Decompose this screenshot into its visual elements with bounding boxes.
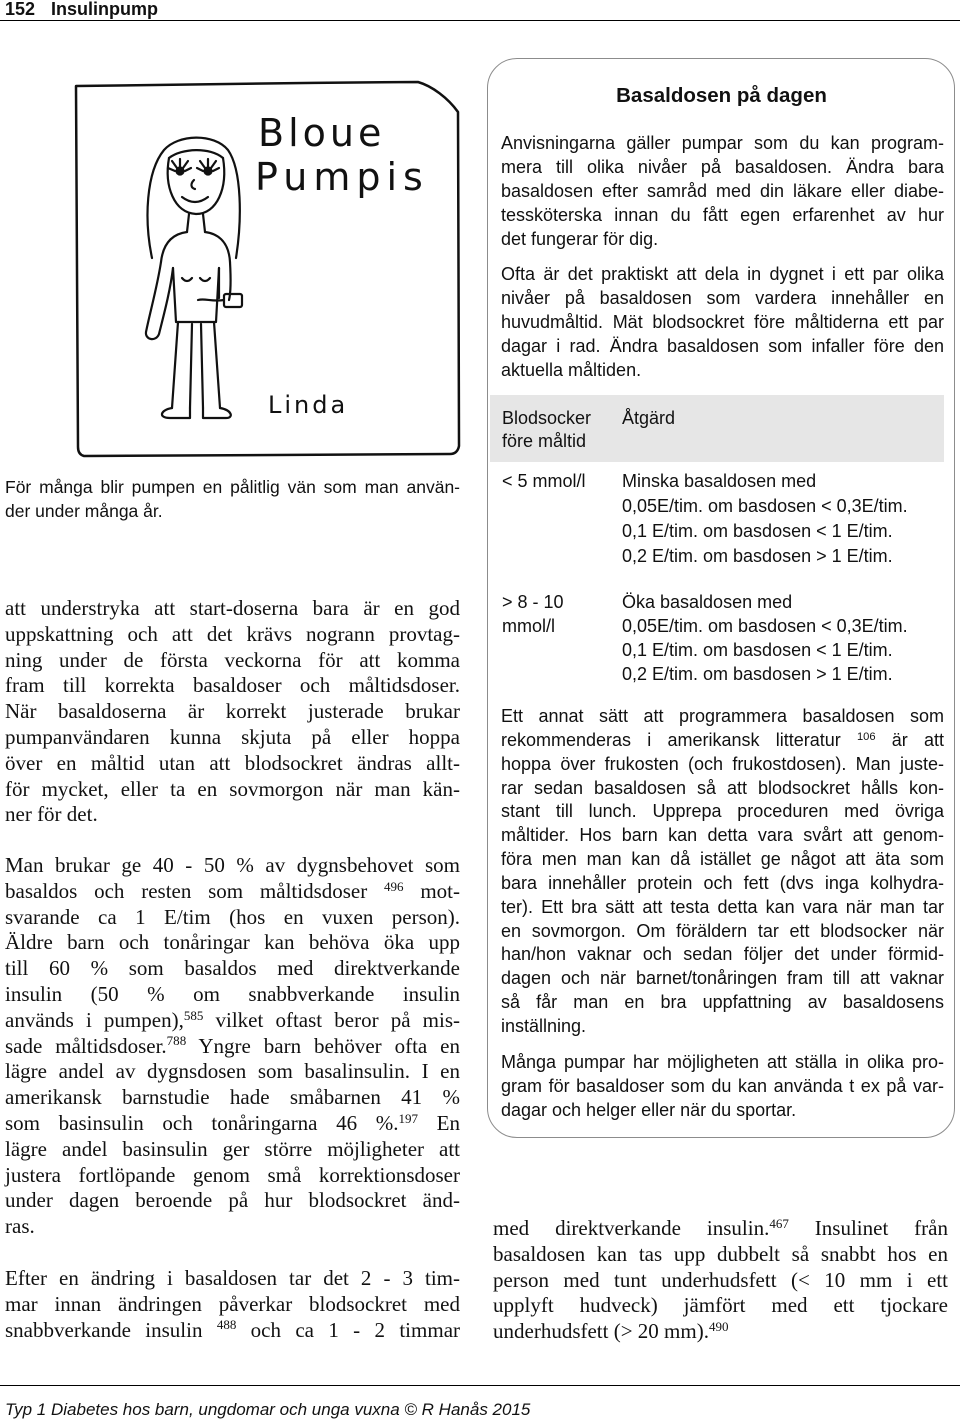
line-text: ner för det. bbox=[5, 802, 98, 827]
line-text: Blodsocker bbox=[502, 407, 592, 428]
line-text: fram till korrekta basaldoser och måltidsdoser. bbox=[5, 673, 460, 698]
line-text: som basinsulin och tonåringarna 46 %. bbox=[5, 1110, 399, 1135]
text-line bbox=[5, 777, 460, 803]
drawing-signature: Linda bbox=[268, 391, 349, 419]
text-line bbox=[5, 699, 460, 725]
text-line bbox=[622, 590, 944, 614]
text-line bbox=[5, 596, 460, 622]
line-text: pumpanvändaren kunna skjuta på eller hoppa bbox=[5, 724, 460, 749]
line-text: hoppa över frukosten (och frukostdosen). Man juste- bbox=[501, 753, 944, 774]
text-line bbox=[501, 943, 944, 967]
text-line bbox=[501, 1098, 944, 1122]
fringe bbox=[169, 150, 223, 158]
text-line bbox=[622, 494, 944, 519]
text-line bbox=[5, 499, 460, 523]
line-text: 0,1 E/tim. om basdosen < 1 E/tim. bbox=[622, 640, 893, 660]
footnote-reference: 490 bbox=[708, 1319, 729, 1335]
line-text: mera till olika nivåer på basaldosen. Ändra bara bbox=[501, 157, 944, 177]
sidebar-paragraph-4 bbox=[501, 1050, 944, 1122]
line-text: han/hon vaknar och sedan följer det under förmid- bbox=[501, 944, 944, 965]
line-text: 0,2 E/tim. om basdosen > 1 E/tim. bbox=[622, 545, 893, 566]
text-line bbox=[5, 879, 460, 905]
text-line bbox=[501, 920, 944, 944]
text-line bbox=[5, 673, 460, 699]
line-text: insulin (50 % om snabbverkande insulin bbox=[5, 981, 460, 1006]
text-line bbox=[5, 622, 460, 648]
sidebar-paragraph-3 bbox=[501, 705, 944, 1039]
text-line bbox=[5, 1034, 460, 1060]
text-line bbox=[501, 227, 944, 251]
line-text: dagen och när barnet/tonåringen fram till att vaknar bbox=[501, 968, 944, 989]
text-line bbox=[622, 407, 944, 430]
text-line bbox=[5, 982, 460, 1008]
text-line bbox=[501, 286, 944, 310]
text-line bbox=[5, 956, 460, 982]
line-text: Äldre barn och tonåringar kan behöva öka upp bbox=[5, 930, 460, 955]
text-line bbox=[501, 1015, 944, 1039]
table-header-blood-sugar bbox=[502, 407, 617, 453]
text-line bbox=[5, 1111, 460, 1137]
chapter-title: Insulinpump bbox=[51, 0, 159, 19]
text-line bbox=[5, 853, 460, 879]
text-line bbox=[502, 469, 617, 494]
line-text: Ett annat sätt att programmera basaldosen som bbox=[501, 706, 944, 726]
line-text: Efter en ändring i basaldosen tar det 2 - 3 tim- bbox=[5, 1266, 460, 1290]
line-text: dagar och helger eller när du sportar. bbox=[501, 1100, 797, 1120]
footnote-reference: 106 bbox=[856, 730, 876, 743]
sidebar-intro-paragraph-1 bbox=[501, 131, 944, 251]
line-text: < 5 mmol/l bbox=[502, 470, 586, 491]
text-line bbox=[5, 1085, 460, 1111]
text-line bbox=[5, 930, 460, 956]
body-paragraph-continuation bbox=[493, 1216, 948, 1345]
line-text: lägre andel av dygnsdosen som basalinsulin. I en bbox=[5, 1059, 460, 1084]
table-row-1-level bbox=[502, 469, 617, 494]
text-line bbox=[501, 800, 944, 824]
line-text: Anvisningarna gäller pumpar som du kan program- bbox=[501, 133, 944, 153]
line-text: rar sedan basaldosen så att blodsockret hålls kon- bbox=[501, 777, 944, 798]
text-line bbox=[501, 131, 944, 155]
body-paragraph-2 bbox=[5, 853, 460, 1240]
text-line bbox=[622, 519, 944, 544]
line-text: basaldos och resten som måltidsdoser bbox=[5, 878, 385, 903]
line-text: underhudsfett (> 20 mm). bbox=[493, 1319, 709, 1344]
text-line bbox=[501, 848, 944, 872]
footnote-reference: 488 bbox=[216, 1317, 237, 1333]
text-line bbox=[493, 1242, 948, 1268]
text-line bbox=[622, 469, 944, 494]
line-text: Minska basaldosen med bbox=[622, 470, 817, 491]
line-text: Insulinet från bbox=[788, 1216, 948, 1240]
footnote-reference: 197 bbox=[398, 1110, 419, 1126]
text-line bbox=[5, 1163, 460, 1189]
footnote-reference: 496 bbox=[384, 878, 404, 894]
text-line bbox=[501, 203, 944, 227]
child-drawing bbox=[70, 76, 466, 462]
line-text: stant till lunch. Upprepa proceduren med övriga bbox=[501, 801, 944, 822]
text-line bbox=[501, 155, 944, 179]
line-text: mmol/l bbox=[502, 616, 555, 636]
figure-caption bbox=[5, 475, 460, 523]
running-header bbox=[5, 0, 158, 18]
text-line bbox=[5, 1214, 460, 1240]
line-text: mar innan ändringen påverkar blodsockret med bbox=[5, 1291, 460, 1316]
line-text: 0,2 E/tim. om basdosen > 1 E/tim. bbox=[622, 664, 893, 684]
text-line bbox=[501, 1050, 944, 1074]
line-text: 0,05E/tim. om basdosen < 0,3E/tim. bbox=[622, 616, 908, 636]
shoulders bbox=[161, 232, 230, 262]
text-line bbox=[5, 648, 460, 674]
text-line bbox=[5, 905, 460, 931]
text-line bbox=[501, 358, 944, 382]
line-text: > 8 - 10 bbox=[502, 592, 564, 612]
line-text: der under många år. bbox=[5, 501, 163, 521]
text-line bbox=[501, 967, 944, 991]
line-text: uppskattning och att det krävs nogrann provtag- bbox=[5, 621, 460, 646]
line-text: sade måltidsdoser. bbox=[5, 1033, 167, 1058]
line-text: till 60 % som basaldos med direktverkande bbox=[5, 956, 460, 981]
torso bbox=[173, 268, 219, 322]
line-text: det fungerar för dig. bbox=[501, 229, 659, 249]
text-line bbox=[501, 262, 944, 286]
line-text: person med tunt underhudsfett (< 10 mm i ett bbox=[493, 1267, 948, 1292]
text-line bbox=[501, 991, 944, 1015]
line-text: ras. bbox=[5, 1214, 35, 1239]
line-text: lägre andel basinsulin ger större möjligheter att bbox=[5, 1136, 460, 1161]
text-line bbox=[493, 1319, 948, 1345]
text-line bbox=[501, 1074, 944, 1098]
text-line bbox=[502, 590, 617, 614]
line-text: föra men man kan då istället ge något att äta som bbox=[501, 849, 944, 870]
line-text: svarande ca 1 E/tim (hos en vuxen person). bbox=[5, 904, 460, 929]
header-rule bbox=[0, 20, 960, 21]
body-paragraph-1 bbox=[5, 596, 460, 828]
text-line bbox=[502, 614, 617, 638]
text-line bbox=[5, 1292, 460, 1318]
table-row-2-action bbox=[622, 590, 944, 686]
line-text: före måltid bbox=[502, 430, 587, 451]
text-line bbox=[622, 638, 944, 662]
line-text: under dagen beroende på hur blodsockret änd- bbox=[5, 1188, 460, 1213]
text-line bbox=[501, 705, 944, 729]
running-footer: Typ 1 Diabetes hos barn, ungdomar och unga vuxna © R Hanås 2015 bbox=[5, 1400, 531, 1419]
line-text: dagar i rad. Ändra basaldosen som infaller före den bbox=[501, 336, 944, 356]
line-text: och ca 1 - 2 timmar bbox=[236, 1317, 461, 1342]
text-line bbox=[501, 753, 944, 777]
line-text: inställning. bbox=[501, 1015, 587, 1036]
text-line bbox=[501, 824, 944, 848]
hair bbox=[148, 138, 240, 258]
text-line bbox=[501, 179, 944, 203]
nose bbox=[191, 180, 195, 189]
line-text: aktuella måltiden. bbox=[501, 360, 642, 380]
sidebar-intro-paragraph-2 bbox=[501, 262, 944, 382]
line-text: Öka basaldosen med bbox=[622, 592, 793, 612]
text-line bbox=[501, 872, 944, 896]
text-line bbox=[5, 802, 460, 828]
text-line bbox=[501, 310, 944, 334]
line-text: 0,05E/tim. om basdosen < 0,3E/tim. bbox=[622, 495, 908, 516]
line-text: bara innehåller protein och fett (dvs inga kolhydra- bbox=[501, 872, 944, 893]
text-line bbox=[5, 1266, 460, 1292]
line-text: en sovmorgon. Om föräldern tar ett blodsocker när bbox=[501, 920, 944, 941]
line-text: Många pumpar har möjligheten att ställa in olika pro- bbox=[501, 1052, 944, 1072]
text-line bbox=[622, 662, 944, 686]
footer-rule bbox=[0, 1385, 960, 1386]
line-text: rekommenderas i amerikansk litteratur bbox=[501, 729, 857, 750]
neck bbox=[187, 214, 205, 232]
text-line bbox=[5, 751, 460, 777]
text-line bbox=[5, 725, 460, 751]
line-text: för mycket, eller ta en sovmorgon när man kän- bbox=[5, 776, 460, 801]
text-line bbox=[502, 430, 617, 453]
text-line bbox=[5, 1008, 460, 1034]
line-text: snabbverkande insulin bbox=[5, 1317, 217, 1342]
line-text: gram för basaldoser som du kan använda t ex på var- bbox=[501, 1076, 944, 1096]
footnote-reference: 788 bbox=[166, 1033, 187, 1049]
line-text: justera fortlöpande genom små korrektionsdoser bbox=[5, 1162, 460, 1187]
line-text: Ofta är det praktiskt att dela in dygnet i ett par olika bbox=[501, 264, 944, 284]
page-number: 152 bbox=[5, 0, 36, 19]
line-text: mot- bbox=[403, 878, 460, 903]
drawing-title-line1: Bloue bbox=[258, 111, 386, 155]
line-text: att understryka att start-doserna bara är en god bbox=[5, 596, 460, 620]
text-line bbox=[501, 777, 944, 801]
line-text: nivåer på basaldosen som vardera innehåller en bbox=[501, 288, 944, 308]
text-line bbox=[5, 1318, 460, 1344]
line-text: tessköterska innan du fått egen erfarenhet av hur bbox=[501, 205, 944, 225]
text-line bbox=[501, 729, 944, 753]
line-text: är att bbox=[875, 729, 944, 750]
text-line bbox=[622, 614, 944, 638]
text-line bbox=[493, 1216, 948, 1242]
footnote-reference: 467 bbox=[769, 1215, 789, 1231]
mouth bbox=[182, 197, 208, 202]
legs bbox=[172, 322, 220, 408]
drawing-title-line2: Pumpis bbox=[255, 155, 429, 199]
table-header-action bbox=[622, 407, 944, 430]
feet bbox=[162, 408, 231, 418]
text-line bbox=[5, 1137, 460, 1163]
line-text: används i pumpen), bbox=[5, 1007, 184, 1032]
footnote-reference: 585 bbox=[183, 1007, 204, 1023]
line-text: 0,1 E/tim. om basdosen < 1 E/tim. bbox=[622, 520, 893, 541]
line-text: Yngre barn behöver ofta en bbox=[186, 1033, 460, 1058]
line-text: basaldosen efter samråd med din läkare eller diabe- bbox=[501, 181, 944, 201]
line-text: vilket oftast beror på mis- bbox=[203, 1007, 460, 1032]
text-line bbox=[5, 475, 460, 499]
line-text: upplyft hudveck) jämfört med ett tjockare bbox=[493, 1293, 948, 1318]
text-line bbox=[622, 544, 944, 569]
line-text: huvudmåltid. Mät blodsockret före måltiderna ett par bbox=[501, 312, 944, 332]
eyes bbox=[168, 159, 219, 175]
line-text: över en måltid utan att blodsockret ändras allt- bbox=[5, 750, 460, 775]
text-line bbox=[5, 1188, 460, 1214]
line-text: ter). Ett bra sätt att testa detta kan vara när man tar bbox=[501, 896, 944, 917]
text-line bbox=[493, 1268, 948, 1294]
line-text: med direktverkande insulin. bbox=[493, 1216, 770, 1240]
line-text: Man brukar ge 40 - 50 % av dygnsbehovet som bbox=[5, 853, 460, 877]
line-text: måltider. Hos barn kan detta vara svårt att genom- bbox=[501, 825, 944, 846]
table-row-2-level bbox=[502, 590, 617, 638]
line-text: Åtgärd bbox=[622, 407, 676, 428]
text-line bbox=[501, 896, 944, 920]
left-arm bbox=[146, 262, 173, 339]
line-text: ning under de första veckorna för att komma bbox=[5, 647, 460, 672]
sidebar-title: Basaldosen på dagen bbox=[616, 84, 827, 107]
line-text: så får man en bra uppfattning av basaldosens bbox=[501, 992, 944, 1013]
text-line bbox=[5, 1059, 460, 1085]
text-line bbox=[493, 1293, 948, 1319]
line-text: För många blir pumpen en pålitlig vän som man använ- bbox=[5, 477, 460, 497]
line-text: basaldosen kan tas upp dubbelt så snabbt hos en bbox=[493, 1241, 948, 1266]
line-text: En bbox=[418, 1110, 461, 1135]
text-line bbox=[501, 334, 944, 358]
girl-figure bbox=[146, 138, 242, 418]
body-paragraph-3 bbox=[5, 1266, 460, 1343]
line-text: När basaldoserna är korrekt justerade brukar bbox=[5, 699, 460, 724]
text-line bbox=[502, 407, 617, 430]
table-row-1-action bbox=[622, 469, 944, 569]
line-text: amerikansk barnstudie hade småbarnen 41 % bbox=[5, 1085, 460, 1110]
